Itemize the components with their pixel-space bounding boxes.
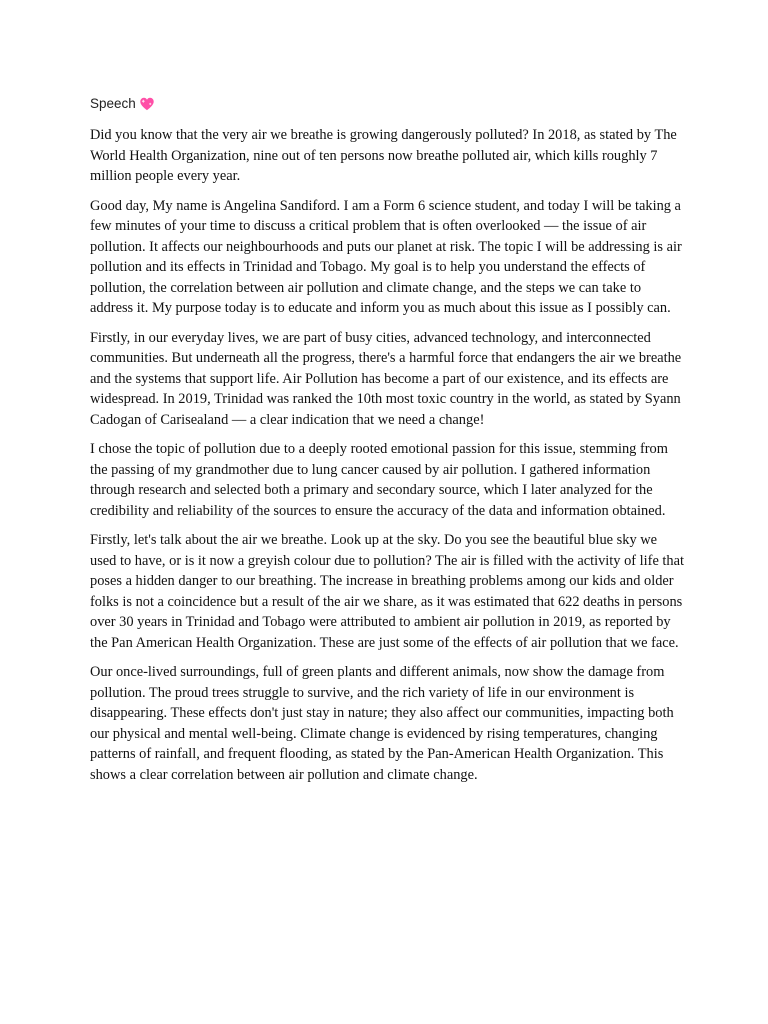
speech-body — [90, 125, 684, 785]
paragraph-3: Firstly, in our everyday lives, we are part of busy cities, advanced technology, and interconnected communities. But underneath all the progress, there's a harmful force that endangers the air we breathe and the systems that support life. Air Pollution has become a part of our existence, and its effects are widespread. In 2019, Trinidad was ranked the 10th most toxic country in the world, as stated by Syann Cadogan of Carisealand — a clear indication that we need a change! — [90, 329, 682, 428]
heading-text: Speech — [90, 96, 136, 111]
paragraph-1: Did you know that the very air we breathe is growing dangerously polluted? In 2018, as stated by The World Health Organization, nine out of ten persons now breathe polluted air, which kills roughly 7 million people every year. — [90, 127, 677, 184]
paragraph-2: Good day, My name is Angelina Sandiford. I am a Form 6 science student, and today I will be taking a few minutes of your time to discuss a critical problem that is often overlooked — the issue of air pollution. It affects our neighbourhoods and puts our planet at risk. The topic I will be addressing is air pollution and its effects in Trinidad and Tobago. My goal is to help you understand the effects of pollution, the correlation between air pollution and climate change, and the steps we can take to address it. My purpose today is to educate and inform you as much about this issue as I possibly can. — [90, 197, 682, 316]
document-heading — [90, 95, 684, 113]
paragraph-6: Our once-lived surroundings, full of green plants and different animals, now show the damage from pollution. The proud trees struggle to survive, and the rich variety of life in our environment is disappearing. These effects don't just stay in nature; they also affect our communities, impacting both our physical and mental well-being. Climate change is evidenced by rising temperatures, changing patterns of rainfall, and frequent flooding, as stated by the Pan-American Health Organization. This shows a clear correlation between air pollution and climate change. — [90, 664, 674, 783]
sparkling-heart-icon — [139, 96, 155, 112]
paragraph-4: I chose the topic of pollution due to a deeply rooted emotional passion for this issue, stemming from the passing of my grandmother due to lung cancer caused by air pollution. I gathered information through research and selected both a primary and secondary source, which I later analyzed for the credibility and reliability of the sources to ensure the accuracy of the data and information obtained. — [90, 441, 668, 519]
paragraph-5: Firstly, let's talk about the air we breathe. Look up at the sky. Do you see the beautiful blue sky we used to have, or is it now a greyish colour due to pollution? The air is filled with the activity of life that poses a hidden danger to our breathing. The increase in breathing problems among our kids and older folks is not a coincidence but a result of the air we share, as it was estimated that 622 deaths in persons over 30 years in Trinidad and Tobago were attributed to ambient air pollution in 2019, as reported by the Pan American Health Organization. These are just some of the effects of air pollution that we face. — [90, 532, 685, 651]
